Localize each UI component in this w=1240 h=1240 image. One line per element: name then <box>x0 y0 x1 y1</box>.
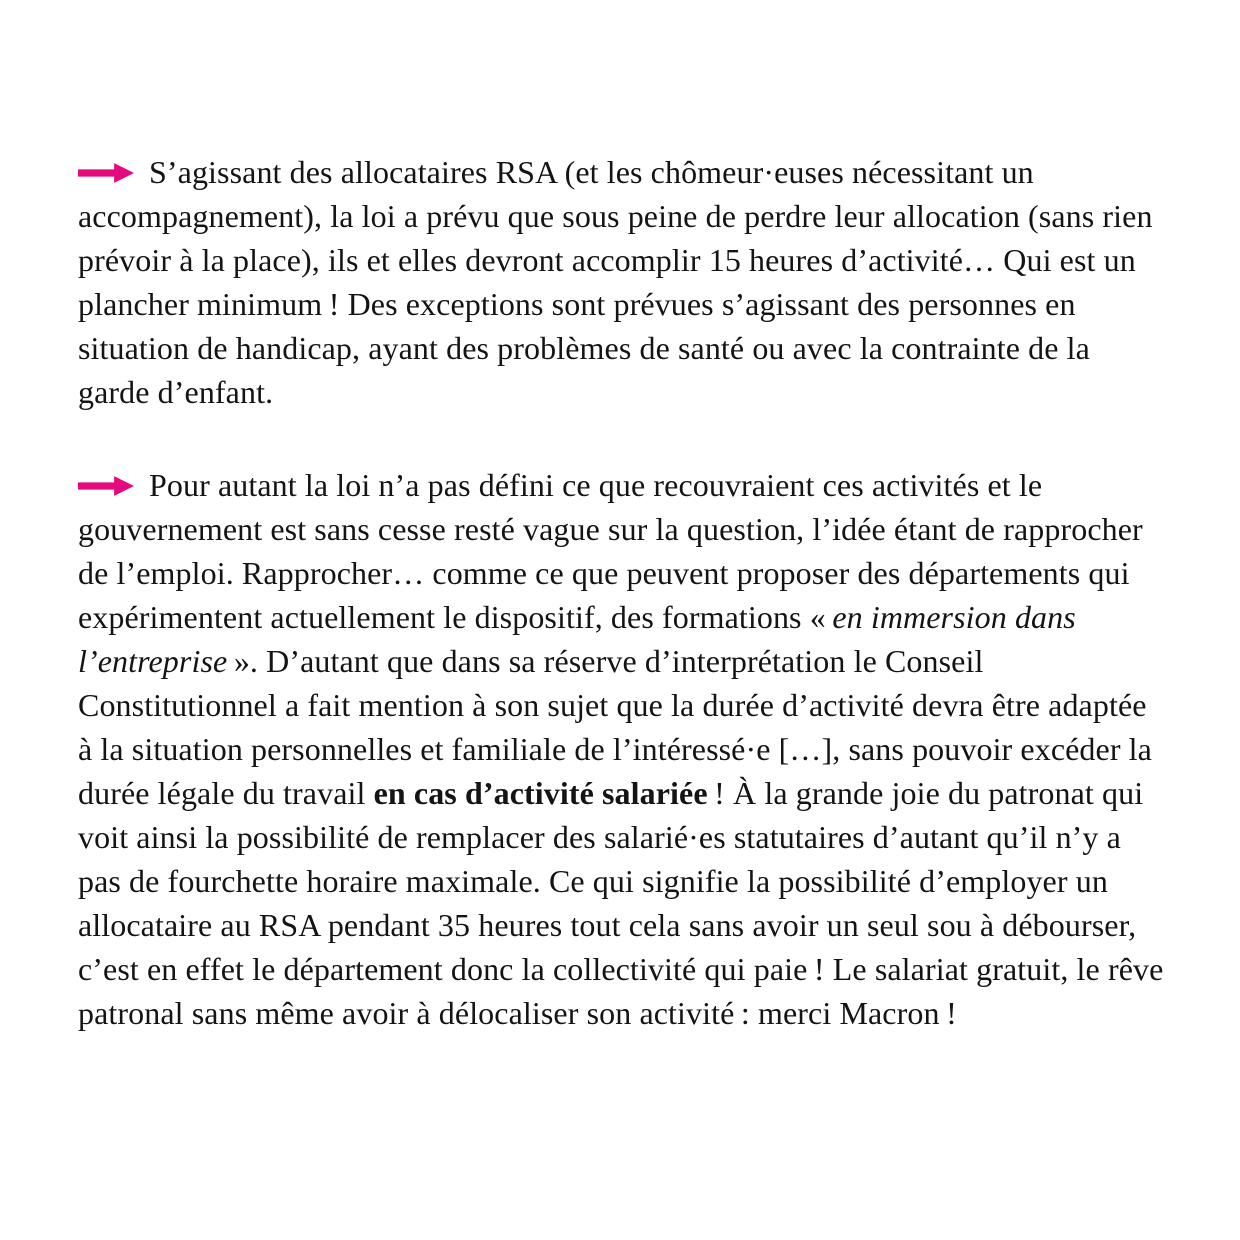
paragraph-1 <box>78 150 1166 414</box>
text-segment: ! À la grande joie du patronat qui voit ainsi la possibilité de remplacer des salarié·es statutaires d’autant qu’il n’y a pas de fourchette horaire maximale. Ce qui signifie la possibilité d’employer un allocataire au RSA pendant 35 heures tout cela sans avoir un seul sou à débourser, c’est en effet le département donc la collectivité qui paie ! Le salariat gratuit, le rêve patronal sans même avoir à délocaliser son activité : merci Macron ! <box>78 775 1164 1031</box>
text-segment: en cas d’activité salariée <box>373 775 708 811</box>
text-segment: en immersion dans l’entreprise <box>78 599 1076 679</box>
text-segment: S’agissant des allocataires RSA (et les chômeur·euses nécessitant un accompagnement), la loi a prévu que sous peine de perdre leur allocation (sans rien prévoir à la place), ils et elles devront accomplir 15 heures d’activité… Qui est un plancher minimum ! Des exceptions sont prévues s’agissant des personnes en situation de handicap, ayant des problèmes de santé ou avec la contrainte de la garde d’enfant. <box>78 154 1153 410</box>
text-segment: Pour autant la loi n’a pas défini ce que recouvraient ces activités et le gouvernement est sans cesse resté vague sur la question, l’idée étant de rapprocher de l’emploi. Rapprocher… comme ce que peuvent proposer des départements qui expérimentent actuellement le dispositif, des formations « <box>78 467 1143 635</box>
arrow-right-icon <box>78 161 134 185</box>
article-body <box>78 150 1166 1084</box>
paragraph-text <box>78 154 1153 410</box>
text-segment: ». D’autant que dans sa réserve d’interprétation le Conseil Constitutionnel a fait mention à son sujet que la durée d’activité devra être adaptée à la situation personnelles et familiale de l’intéressé·e […], sans pouvoir excéder la durée légale du travail <box>78 643 1152 811</box>
arrow-right-icon <box>78 474 134 498</box>
paragraph-2 <box>78 463 1166 1035</box>
paragraph-text <box>78 467 1163 1031</box>
